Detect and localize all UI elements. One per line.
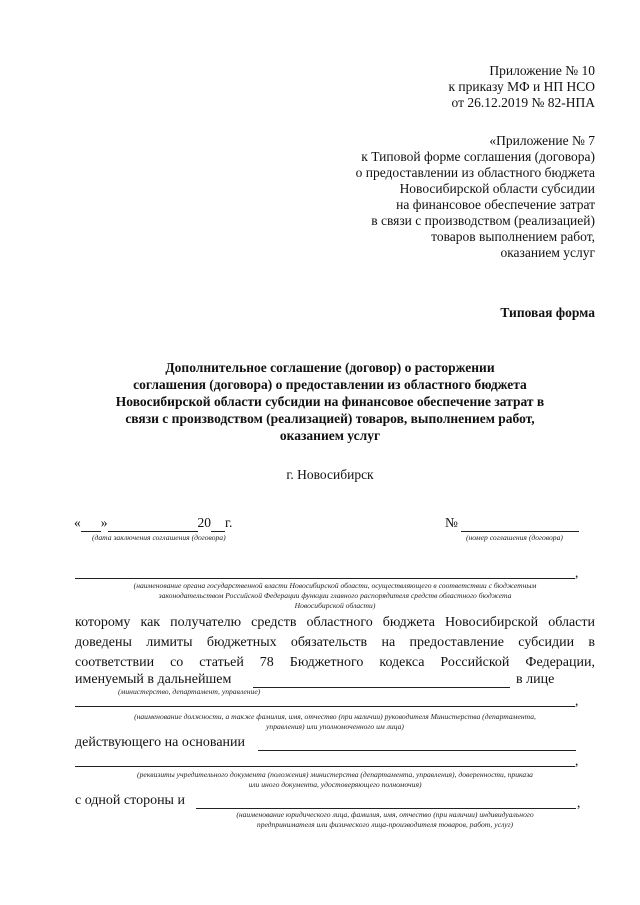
date-year-suffix: г. <box>225 515 233 530</box>
form-label: Типовая форма <box>500 305 595 320</box>
head-comma: , <box>575 693 579 708</box>
recipient-blank[interactable] <box>196 808 576 809</box>
prior-appendix-line: Новосибирской области субсидии <box>399 181 595 196</box>
head-caption-line: управления) или уполномоченного им лица) <box>266 722 404 731</box>
title-line: Новосибирской области субсидии на финансовое обеспечение затрат в <box>115 394 545 409</box>
date-field[interactable] <box>74 515 232 532</box>
title-line: связи с производством (реализацией) товаров, выполнением работ, <box>125 411 535 426</box>
organ-caption-line: Новосибирской области) <box>294 601 376 610</box>
city: г. Новосибирск <box>286 467 374 482</box>
recipient-comma: , <box>577 795 581 810</box>
prior-appendix-line: товаров выполнением работ, <box>431 229 595 244</box>
date-close-quote: » <box>100 515 108 530</box>
named-suffix: в лице <box>516 672 555 687</box>
title-line: оказанием услуг <box>279 428 381 443</box>
recipient-caption <box>175 810 595 830</box>
number-sign: № <box>445 515 458 530</box>
date-caption: (дата заключения соглашения (договора) <box>92 533 226 542</box>
paragraph-line: которому как получателю средств областного бюджета Новосибирской области <box>75 615 595 630</box>
head-caption-line: (наименование должности, а также фамилия, имя, отчество (при наличии) руководителя Министерства (департамента, <box>134 712 536 721</box>
acting-blank[interactable] <box>258 750 576 751</box>
head-caption <box>70 712 600 732</box>
recipient-paragraph <box>75 613 595 673</box>
appendix-header-line: Приложение № 10 <box>489 63 595 78</box>
named-blank[interactable] <box>253 687 510 688</box>
number-field[interactable] <box>445 515 579 532</box>
prior-appendix-block <box>356 133 595 261</box>
date-day-blank[interactable] <box>81 515 101 532</box>
recipient-caption-line: (наименование юридического лица, фамилия, имя, отчество (при наличии) индивидуального <box>236 810 534 819</box>
title-line: соглашения (договора) о предоставлении из областного бюджета <box>133 377 527 392</box>
named-prefix: именуемый в дальнейшем <box>75 672 232 687</box>
organ-caption-line: законодательством Российской Федерации функции главного распорядителя средств областного бюджета <box>158 591 512 600</box>
basis-caption-line: (реквизиты учредительного документа (положения) министерства (департамента, управления), доверенности, приказа <box>137 770 533 779</box>
named-caption: (министерство, департамент, управление) <box>118 687 261 696</box>
appendix-header-line: от 26.12.2019 № 82-НПА <box>451 95 595 110</box>
prior-appendix-line: о предоставлении из областного бюджета <box>355 165 595 180</box>
paragraph-line: доведены лимиты бюджетных обязательств на предоставление субсидии в <box>75 635 595 650</box>
organ-comma: , <box>575 565 579 580</box>
appendix-header-line: к приказу МФ и НП НСО <box>448 79 595 94</box>
prior-appendix-line: в связи с производством (реализацией) <box>371 213 595 228</box>
date-year-prefix: 20 <box>197 515 211 530</box>
date-year-blank[interactable] <box>211 515 225 532</box>
document-title <box>60 359 600 444</box>
appendix-header <box>449 63 596 111</box>
prior-appendix-line: оказанием услуг <box>500 245 595 260</box>
number-caption: (номер соглашения (договора) <box>466 533 563 542</box>
title-line: Дополнительное соглашение (договор) о расторжении <box>165 360 495 375</box>
acting-label: действующего на основании <box>75 735 246 750</box>
basis-caption <box>70 770 600 790</box>
one-side-label: с одной стороны и <box>75 793 185 808</box>
head-name-line[interactable] <box>75 706 575 707</box>
date-open-quote: « <box>74 515 81 530</box>
paragraph-line: соответствии со статьей 78 Бюджетного кодекса Российской Федерации, <box>75 655 595 670</box>
basis-comma: , <box>575 753 579 768</box>
organ-caption <box>70 581 600 611</box>
prior-appendix-line: на финансовое обеспечение затрат <box>396 197 595 212</box>
date-month-blank[interactable] <box>108 515 198 532</box>
organ-name-line[interactable] <box>75 578 575 579</box>
prior-appendix-line: к Типовой форме соглашения (договора) <box>361 149 595 164</box>
prior-appendix-line: «Приложение № 7 <box>489 133 595 148</box>
basis-line[interactable] <box>75 766 575 767</box>
number-blank[interactable] <box>461 515 579 532</box>
basis-caption-line: или иного документа, удостоверяющего полномочия) <box>248 780 422 789</box>
recipient-caption-line: предпринимателя или физического лица-производителя товаров, работ, услуг) <box>256 820 514 829</box>
organ-caption-line: (наименование органа государственной власти Новосибирской области, осуществляющего в соответствии с бюджетным <box>133 581 537 590</box>
